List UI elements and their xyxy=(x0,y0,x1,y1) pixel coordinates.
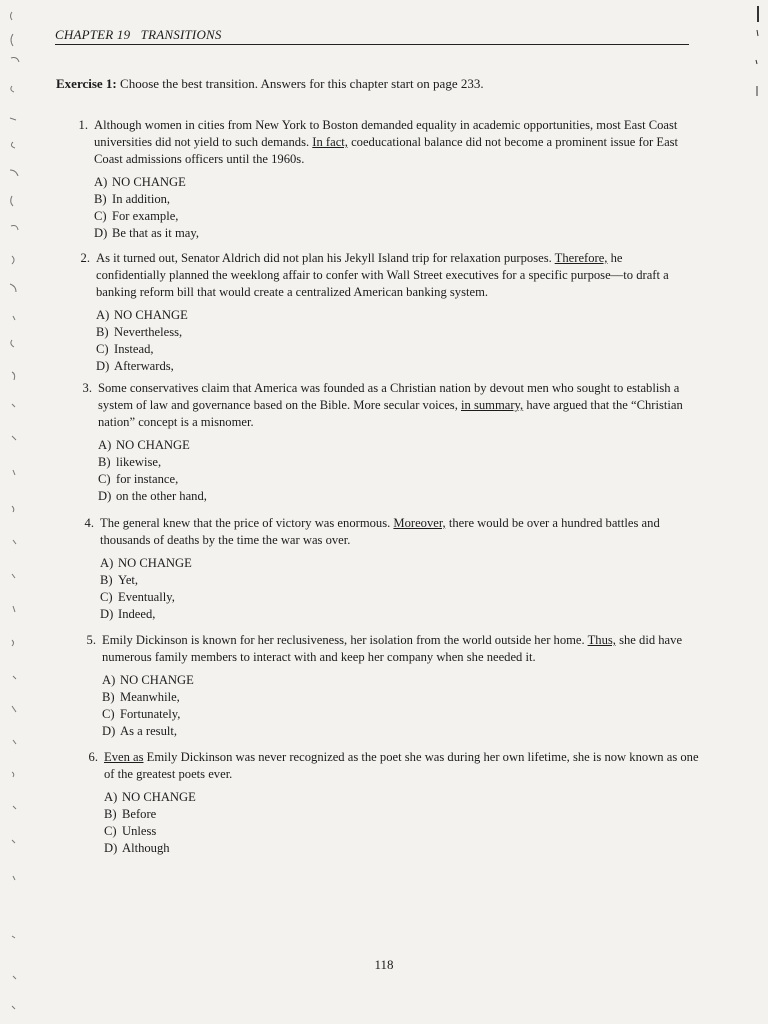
question-1 xyxy=(70,117,690,242)
option-b[interactable] xyxy=(98,454,694,471)
question-number: 5. xyxy=(86,633,96,647)
question-number: 6. xyxy=(88,750,98,764)
option-letter: D) xyxy=(100,607,114,621)
option-a[interactable] xyxy=(96,307,692,324)
stem-text: The general knew that the price of victory was enormous. xyxy=(100,516,394,530)
option-text: Before xyxy=(122,807,157,821)
answer-options xyxy=(76,555,696,623)
option-text: Nevertheless, xyxy=(114,325,183,339)
option-letter: D) xyxy=(96,359,110,373)
stem-text: Emily Dickinson is known for her reclusiveness, her isolation from the world outside her home. xyxy=(102,633,588,647)
stem-text: Some conservatives claim that America was founded as a Christian nation by devout men who sought to establish a system of law and governance based on the Bible. More secular voices, xyxy=(98,381,680,412)
option-text: NO CHANGE xyxy=(116,438,190,452)
stem-text: Emily Dickinson was never recognized as the poet she was during her own lifetime, she is now known as one of the greatest poets ever. xyxy=(104,750,699,781)
stem-text: have argued that the “Christian nation” concept is a misnomer. xyxy=(98,398,683,429)
option-c[interactable] xyxy=(104,823,700,840)
option-text: NO CHANGE xyxy=(112,175,186,189)
option-letter: C) xyxy=(102,707,115,721)
exercise-instruction: Choose the best transition. Answers for this chapter start on page 233. xyxy=(116,76,484,91)
underlined-phrase: in summary, xyxy=(461,398,524,412)
option-text: likewise, xyxy=(116,455,162,469)
option-b[interactable] xyxy=(104,806,700,823)
option-text: Afterwards, xyxy=(114,359,174,373)
option-a[interactable] xyxy=(94,174,690,191)
option-text: NO CHANGE xyxy=(114,308,188,322)
option-text: on the other hand, xyxy=(116,489,207,503)
option-text: for instance, xyxy=(116,472,179,486)
option-text: As a result, xyxy=(120,724,178,738)
option-letter: C) xyxy=(104,824,117,838)
question-6 xyxy=(80,749,700,857)
question-stem xyxy=(72,250,692,301)
option-letter: A) xyxy=(102,673,116,687)
stem-text: there would be over a hundred battles and thousands of deaths by the time the war was over. xyxy=(100,516,660,547)
option-text: Although xyxy=(122,841,170,855)
stem-text: Although women in cities from New York to Boston demanded equality in academic opportunities, most East Coast universities did not yield to such demands. xyxy=(94,118,678,149)
option-text: Be that as it may, xyxy=(112,226,199,240)
stem-text: she did have numerous family members to interact with and keep her company when she needed it. xyxy=(102,633,683,664)
question-5 xyxy=(78,632,698,740)
option-text: Eventually, xyxy=(118,590,175,604)
page-edge-marks xyxy=(740,0,764,110)
question-2 xyxy=(72,250,692,375)
option-text: NO CHANGE xyxy=(118,556,192,570)
stem-text: coeducational balance did not become a prominent issue for East Coast admissions officers until the 1960s. xyxy=(94,135,679,166)
option-text: For example, xyxy=(112,209,179,223)
binder-hole-marks xyxy=(4,0,26,1024)
option-letter: B) xyxy=(98,455,111,469)
option-d[interactable] xyxy=(100,606,696,623)
stem-text: As it turned out, Senator Aldrich did not plan his Jekyll Island trip for relaxation purposes. xyxy=(96,251,555,265)
option-b[interactable] xyxy=(102,689,698,706)
option-text: Instead, xyxy=(114,342,154,356)
question-stem xyxy=(78,632,698,666)
option-letter: B) xyxy=(102,690,115,704)
option-letter: D) xyxy=(104,841,118,855)
question-stem xyxy=(76,515,696,549)
question-4 xyxy=(76,515,696,623)
stem-text: he confidentially planned the weeklong affair to confer with Wall Street executives for a specific purpose—to draft a banking reform bill that would create a centralized American banking system. xyxy=(96,251,669,299)
option-letter: C) xyxy=(98,472,111,486)
option-a[interactable] xyxy=(100,555,696,572)
option-text: Unless xyxy=(122,824,157,838)
option-d[interactable] xyxy=(94,225,690,242)
option-a[interactable] xyxy=(104,789,700,806)
option-letter: B) xyxy=(100,573,113,587)
option-text: Yet, xyxy=(118,573,139,587)
page-number: 118 xyxy=(374,957,394,972)
option-d[interactable] xyxy=(104,840,700,857)
underlined-phrase: Moreover, xyxy=(393,516,446,530)
option-letter: C) xyxy=(96,342,109,356)
underlined-phrase: Therefore, xyxy=(554,251,608,265)
option-letter: C) xyxy=(100,590,113,604)
option-text: NO CHANGE xyxy=(120,673,194,687)
exercise-label: Exercise 1: xyxy=(56,76,117,91)
option-b[interactable] xyxy=(96,324,692,341)
option-text: Fortunately, xyxy=(120,707,181,721)
chapter-label: CHAPTER 19 xyxy=(55,27,131,42)
option-letter: B) xyxy=(104,807,117,821)
underlined-phrase: In fact, xyxy=(312,135,348,149)
option-d[interactable] xyxy=(102,723,698,740)
option-b[interactable] xyxy=(100,572,696,589)
answer-options xyxy=(80,789,700,857)
option-c[interactable] xyxy=(102,706,698,723)
section-label: TRANSITIONS xyxy=(140,27,222,42)
option-text: In addition, xyxy=(112,192,171,206)
question-number: 3. xyxy=(82,381,92,395)
option-text: Indeed, xyxy=(118,607,156,621)
question-stem xyxy=(70,117,690,168)
option-d[interactable] xyxy=(98,488,694,505)
option-c[interactable] xyxy=(94,208,690,225)
answer-options xyxy=(72,307,692,375)
question-stem xyxy=(74,380,694,431)
underlined-phrase: Thus, xyxy=(587,633,616,647)
question-3 xyxy=(74,380,694,505)
question-number: 4. xyxy=(84,516,94,530)
option-letter: B) xyxy=(96,325,109,339)
option-text: NO CHANGE xyxy=(122,790,196,804)
option-letter: D) xyxy=(98,489,112,503)
exercise-instructions xyxy=(56,76,696,92)
answer-options xyxy=(78,672,698,740)
question-number: 2. xyxy=(80,251,90,265)
question-stem xyxy=(80,749,700,783)
option-letter: D) xyxy=(102,724,116,738)
option-letter: A) xyxy=(94,175,108,189)
answer-options xyxy=(70,174,690,242)
option-letter: D) xyxy=(94,226,108,240)
option-c[interactable] xyxy=(98,471,694,488)
option-letter: B) xyxy=(94,192,107,206)
option-c[interactable] xyxy=(96,341,692,358)
option-letter: A) xyxy=(98,438,112,452)
option-letter: C) xyxy=(94,209,107,223)
option-letter: A) xyxy=(100,556,114,570)
answer-options xyxy=(74,437,694,505)
option-d[interactable] xyxy=(96,358,692,375)
question-number: 1. xyxy=(78,118,88,132)
option-letter: A) xyxy=(96,308,110,322)
option-b[interactable] xyxy=(94,191,690,208)
option-a[interactable] xyxy=(102,672,698,689)
option-a[interactable] xyxy=(98,437,694,454)
option-text: Meanwhile, xyxy=(120,690,180,704)
chapter-header xyxy=(55,27,689,45)
option-letter: A) xyxy=(104,790,118,804)
underlined-phrase: Even as xyxy=(104,750,144,764)
option-c[interactable] xyxy=(100,589,696,606)
